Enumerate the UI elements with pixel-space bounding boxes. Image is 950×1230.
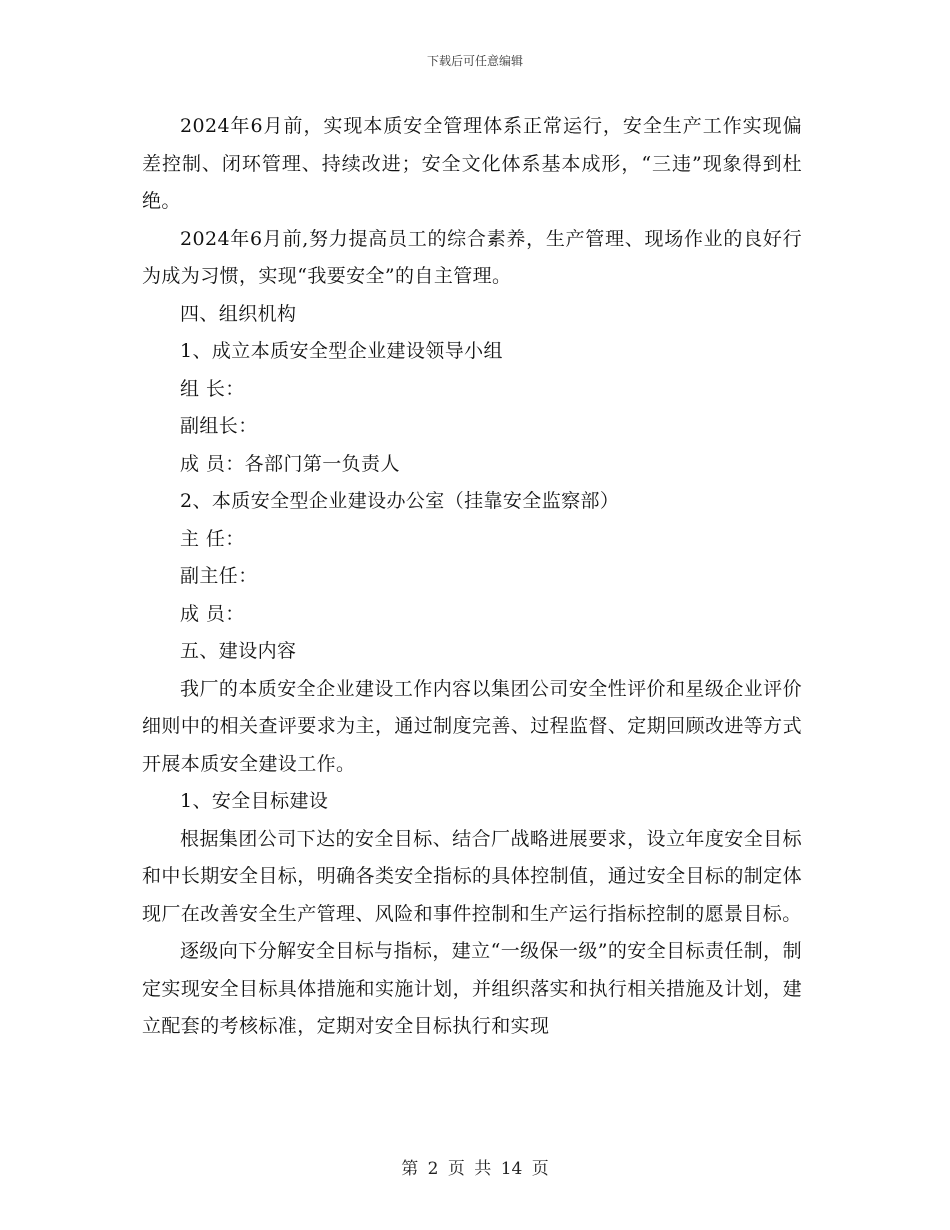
paragraph-safety-goals: 根据集团公司下达的安全目标、结合厂战略进展要求，设立年度安全目标和中长期安全目标，明确各类安全指标的具体控制值，通过安全目标的制定体现厂在改善安全生产管理、风险和事件控制和生产运行指标控制的愿景目标。 [142, 827, 802, 925]
line-office-members: 成 员： [180, 602, 245, 625]
paragraph-goal-breakdown: 逐级向下分解安全目标与指标，建立“一级保一级”的安全目标责任制，制定实现安全目标具体措施和实施计划，并组织落实和执行相关措施及计划，建立配套的考核标准，定期对安全目标执行和实现 [142, 940, 802, 1037]
subsection-safety-goals: 1、安全目标建设 [180, 790, 329, 812]
page-header: 下载后可任意编辑 [426, 54, 523, 68]
line-deputy-leader: 副组长： [180, 415, 258, 437]
paragraph-goal-2024-2: 2024年6月前,努力提高员工的综合素养，生产管理、现场作业的良好行为成为习惯，实现“我要安全”的自主管理。 [142, 227, 802, 287]
line-director: 主 任： [180, 527, 245, 550]
subsection-office: 2、本质安全型企业建设办公室（挂靠安全监察部） [180, 490, 620, 512]
subsection-leadership-group: 1、成立本质安全型企业建设领导小组 [180, 340, 503, 362]
section-heading-organization: 四、组织机构 [180, 302, 297, 325]
line-deputy-director: 副主任： [180, 565, 258, 587]
section-heading-content: 五、建设内容 [180, 640, 297, 662]
line-group-leader: 组 长： [180, 377, 245, 400]
paragraph-content-intro: 我厂的本质安全企业建设工作内容以集团公司安全性评价和星级企业评价细则中的相关查评要求为主，通过制度完善、过程监督、定期回顾改进等方式开展本质安全建设工作。 [142, 677, 802, 775]
paragraph-goal-2024-1: 2024年6月前，实现本质安全管理体系正常运行，安全生产工作实现偏差控制、闭环管理、持续改进；安全文化体系基本成形，“三违”现象得到杜绝。 [142, 115, 802, 212]
document-body [142, 108, 802, 1046]
line-members: 成 员：各部门第一负责人 [180, 452, 400, 475]
page-footer: 第 2 页 共 14 页 [401, 1159, 549, 1179]
